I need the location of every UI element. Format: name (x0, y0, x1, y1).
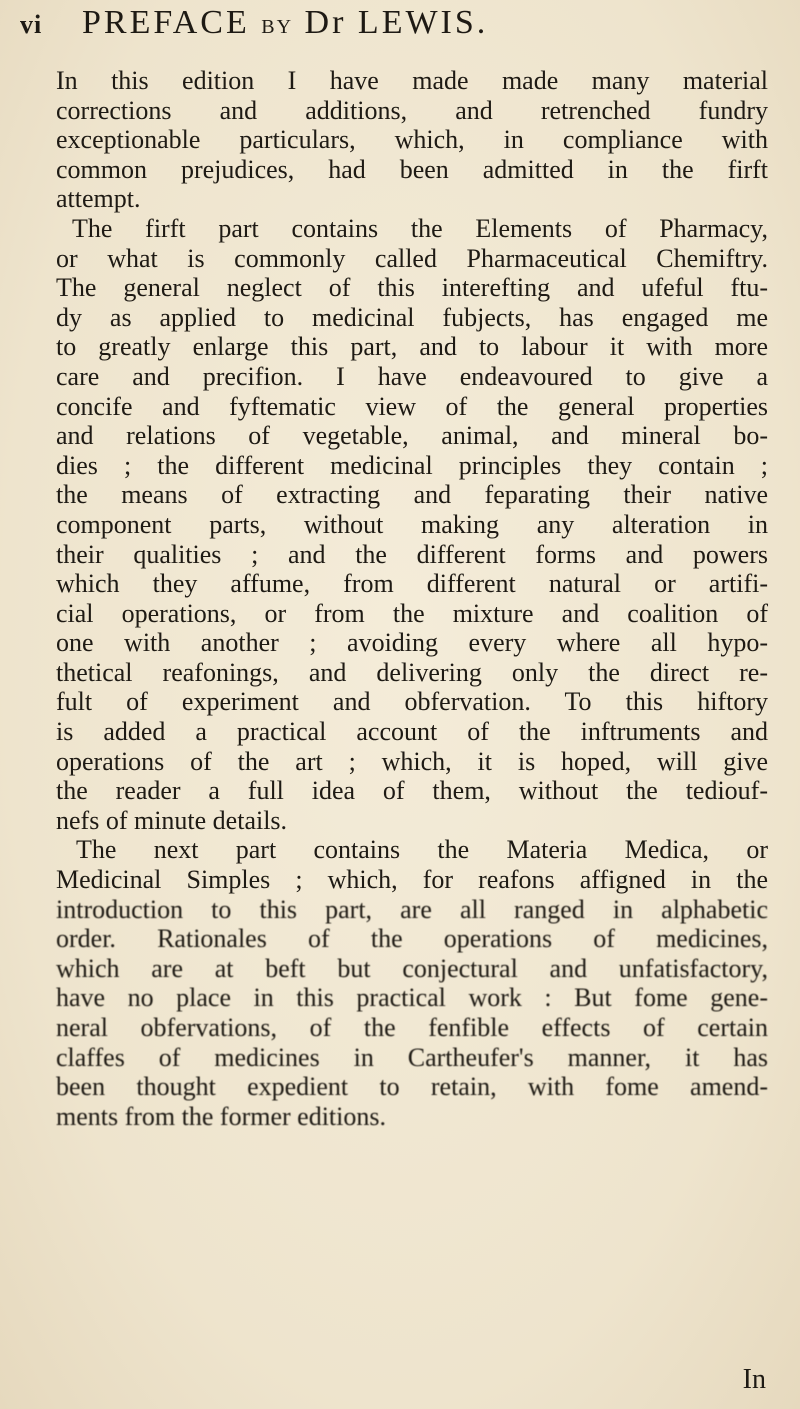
text-line: which are at beft but conjectural and unfatisfactory, (56, 953, 768, 983)
text-line: the reader a full idea of them, without the tediouf- (56, 776, 768, 806)
text-line: Medicinal Simples ; which, for reafons affigned in the (56, 865, 768, 895)
running-title (82, 4, 488, 42)
running-title-author: Dr LEWIS. (304, 4, 489, 41)
text-line: neral obfervations, of the fenfible effects of certain (56, 1013, 768, 1042)
text-line: corrections and additions, and retrenched fundry (56, 95, 768, 125)
text-line: claffes of medicines in Cartheufer's manner, it has (56, 1042, 768, 1072)
text-line: care and precifion. I have endeavoured to give a (56, 361, 768, 391)
text-line: The firft part contains the Elements of Pharmacy, (72, 213, 768, 243)
text-line: order. Rationales of the operations of medicines, (56, 924, 768, 954)
paragraph (56, 835, 768, 1131)
text-line: dies ; the different medicinal principles they contain ; (56, 450, 768, 480)
text-line: is added a practical account of the inftruments and (56, 717, 768, 747)
running-title-by: BY (261, 16, 294, 38)
text-line: fult of experiment and obfervation. To this hiftory (56, 687, 768, 717)
text-line: have no place in this practical work : But fome gene- (56, 983, 768, 1013)
text-line: exceptionable particulars, which, in compliance with (56, 125, 768, 155)
text-line: introduction to this part, are all ranged in alphabetic (56, 894, 768, 924)
text-line: common prejudices, had been admitted in the firft (56, 154, 768, 184)
text-line: which they affume, from different natural or artifi- (56, 569, 768, 599)
text-line: nefs of minute details. (56, 805, 288, 835)
text-line: their qualities ; and the different forms and powers (56, 539, 768, 569)
text-line: cial operations, or from the mixture and coalition of (56, 598, 768, 628)
text-line: operations of the art ; which, it is hoped, will give (56, 746, 768, 776)
text-line: attempt. (56, 184, 141, 214)
text-line: or what is commonly called Pharmaceutical Chemiftry. (56, 243, 768, 273)
text-line: thetical reafonings, and delivering only the direct re- (56, 657, 768, 687)
text-line: dy as applied to medicinal fubjects, has engaged me (56, 302, 768, 332)
text-line: been thought expedient to retain, with fome amend- (56, 1072, 768, 1102)
text-line: to greatly enlarge this part, and to labour it with more (56, 332, 768, 362)
running-title-preface: PREFACE (82, 4, 250, 41)
text-line: one with another ; avoiding every where all hypo- (56, 628, 768, 658)
text-line: ments from the former editions. (56, 1101, 386, 1131)
text-line: concife and fyftematic view of the general properties (56, 391, 768, 421)
folio-number: vi (20, 10, 43, 39)
text-line: The general neglect of this interefting and ufeful ftu- (56, 273, 768, 303)
text-line: and relations of vegetable, animal, and mineral bo- (56, 421, 768, 451)
body-text (56, 66, 768, 1131)
page-header (20, 4, 780, 50)
text-line: In this edition I have made made many material (56, 66, 768, 95)
paragraph (56, 66, 768, 214)
text-line: The next part contains the Materia Medica, or (76, 835, 768, 865)
text-line: component parts, without making any alteration in (56, 509, 768, 539)
text-line: the means of extracting and feparating their native (56, 480, 768, 510)
paragraph (56, 214, 768, 835)
catchword: In (742, 1364, 766, 1395)
